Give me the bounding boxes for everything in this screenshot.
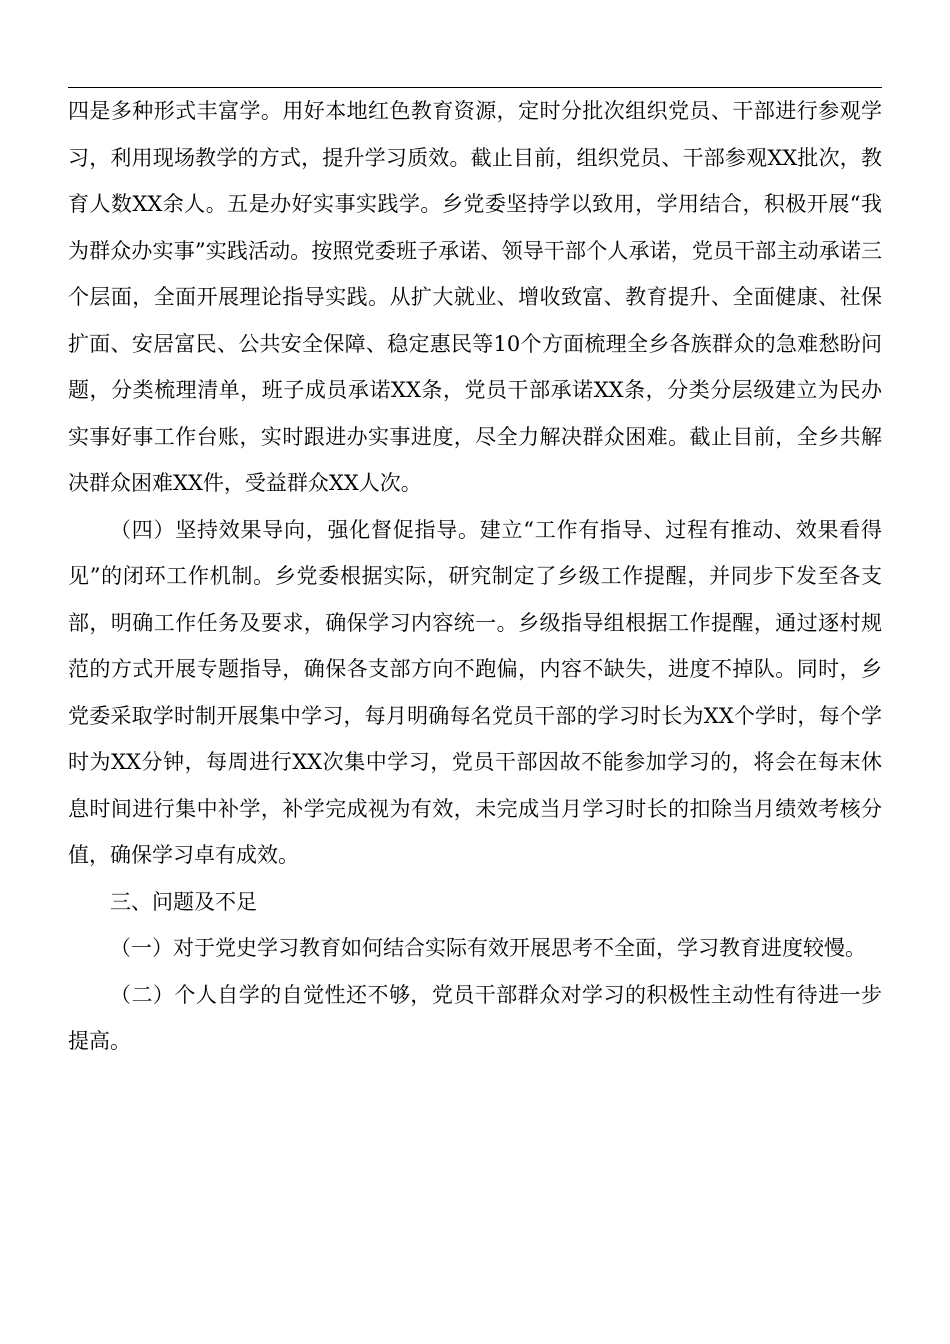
paragraph-problem-1: （一）对于党史学习教育如何结合实际有效开展思考不全面，学习教育进度较慢。 bbox=[110, 936, 866, 960]
paragraph-problem-2: （二）个人自学的自觉性还不够，党员干部群众对学习的积极性主动性有待进一步提高。 bbox=[68, 982, 882, 1053]
document-body bbox=[68, 88, 882, 1065]
paragraph-study-forms: 四是多种形式丰富学。用好本地红色教育资源，定时分批次组织党员、干部进行参观学习，利用现场教学的方式，提升学习质效。截止目前，组织党员、干部参观XX批次，教育人数XX余人。五是办好实事实践学。乡党委坚持学以致用，学用结合，积极开展“我为群众办实事”实践活动。按照党委班子承诺、领导干部个人承诺，党员干部主动承诺三个层面，全面开展理论指导实践。从扩大就业、增收致富、教育提升、全面健康、社保扩面、安居富民、公共安全保障、稳定惠民等10个方面梳理全乡各族群众的急难愁盼问题，分类梳理清单，班子成员承诺XX条，党员干部承诺XX条，分类分层级建立为民办实事好事工作台账，实时跟进办实事进度，尽全力解决群众困难。截止目前，全乡共解决群众困难XX件，受益群众XX人次。 bbox=[68, 99, 882, 495]
section-heading-problems: 三、问题及不足 bbox=[110, 889, 257, 914]
paragraph-supervision: （四）坚持效果导向，强化督促指导。建立“工作有指导、过程有推动、效果看得见”的闭环工作机制。乡党委根据实际，研究制定了乡级工作提醒，并同步下发至各支部，明确工作任务及要求，确保学习内容统一。乡级指导组根据工作提醒，通过逐村规范的方式开展专题指导，确保各支部方向不跑偏，内容不缺失，进度不掉队。同时，乡党委采取学时制开展集中学习，每月明确每名党员干部的学习时长为XX个学时，每个学时为XX分钟，每周进行XX次集中学习，党员干部因故不能参加学习的，将会在每末休息时间进行集中补学，补学完成视为有效，未完成当月学习时长的扣除当月绩效考核分值，确保学习卓有成效。 bbox=[68, 517, 882, 867]
